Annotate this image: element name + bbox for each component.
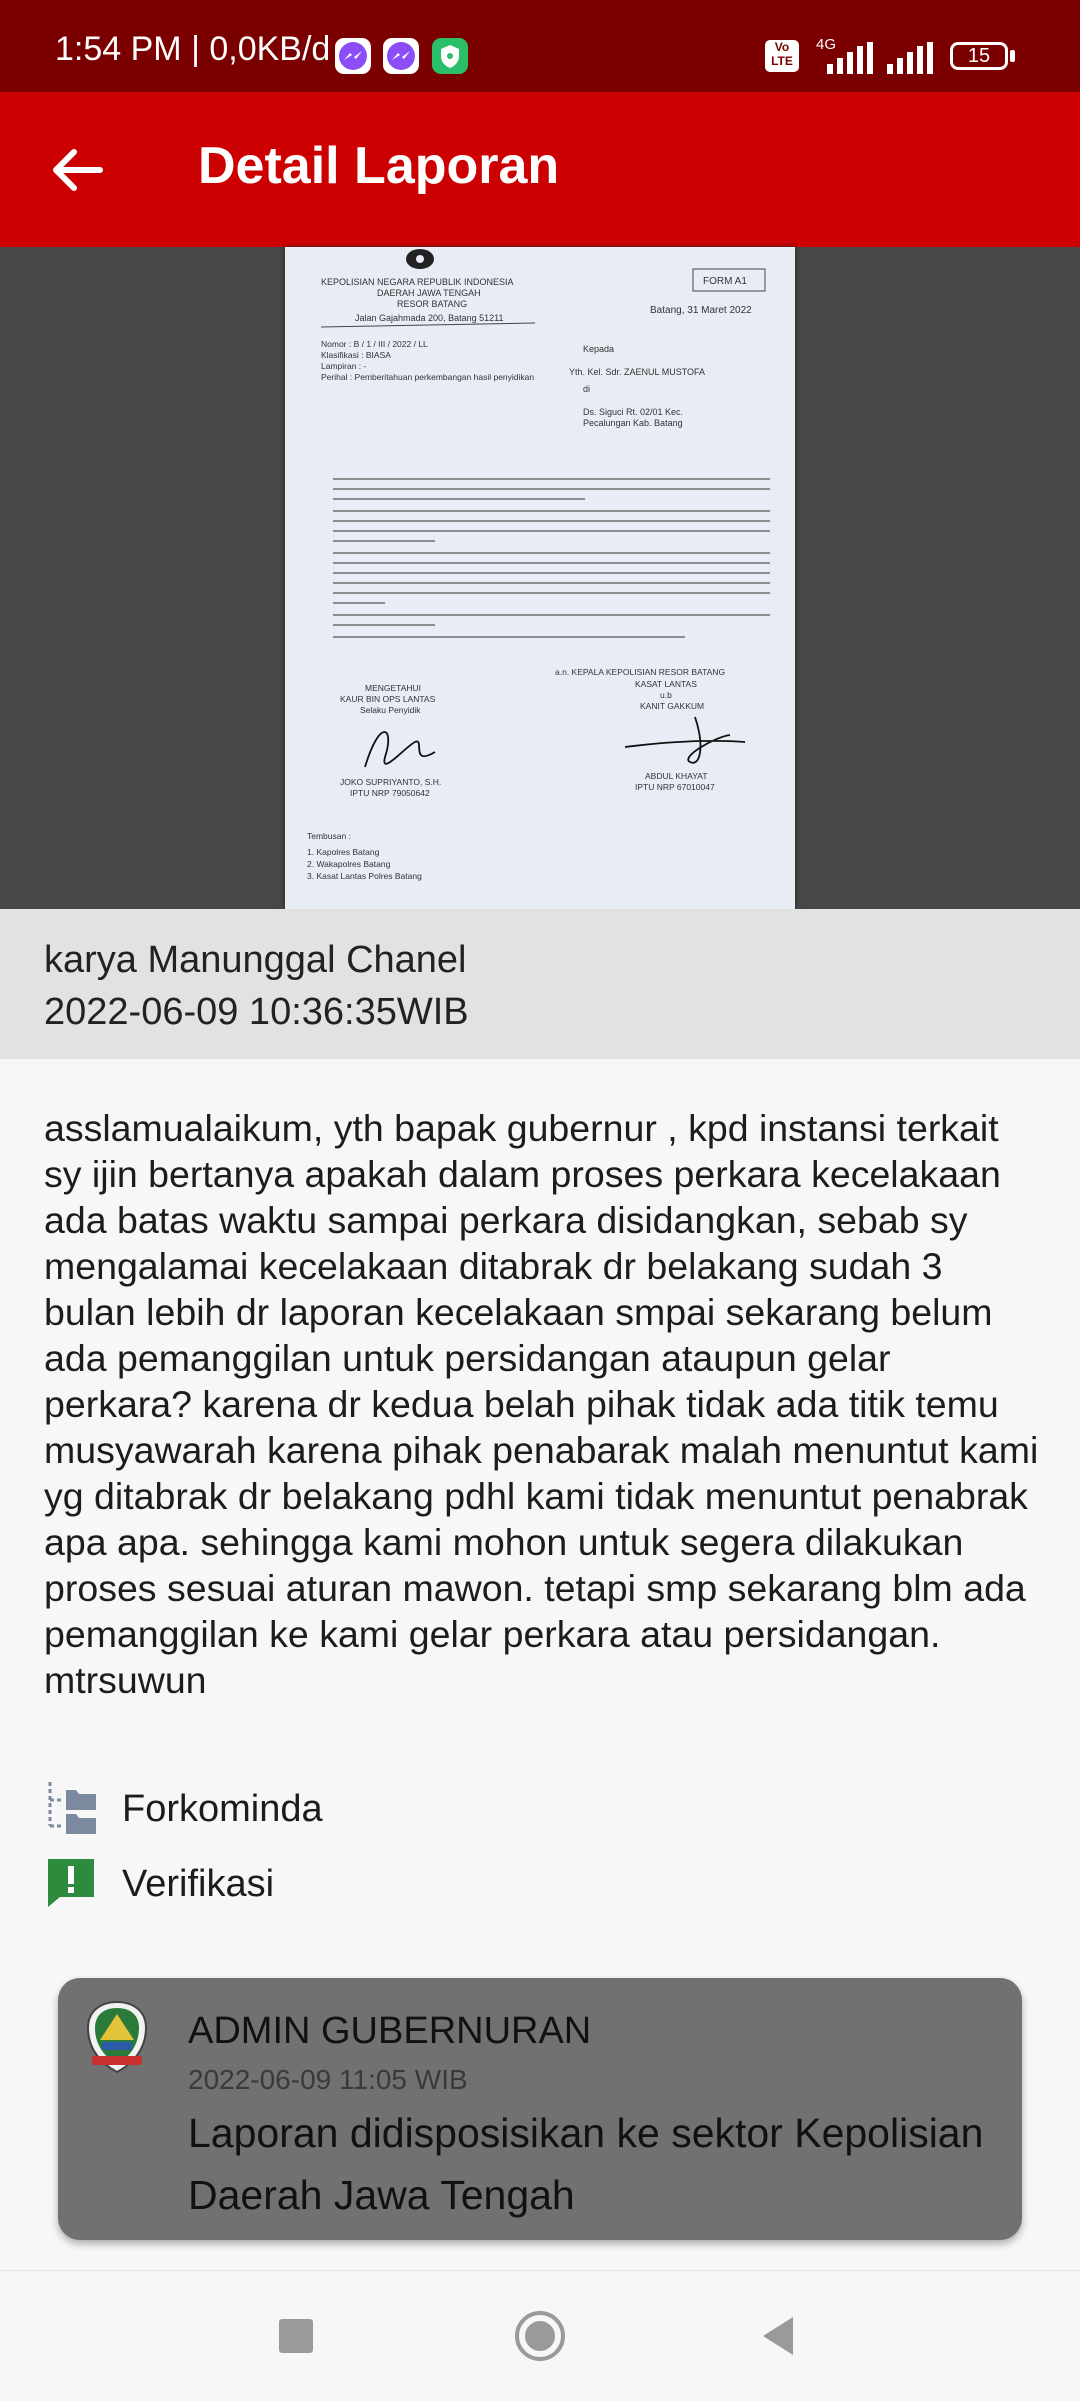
doc-signer-right: ABDUL KHAYAT — [645, 771, 708, 781]
home-circle-icon[interactable] — [505, 2301, 575, 2371]
doc-tembusan: Tembusan : — [307, 831, 351, 841]
signature-right — [625, 717, 745, 763]
doc-field: Nomor : B / 1 / III / 2022 / LL — [321, 339, 428, 349]
doc-header-3: RESOR BATANG — [397, 299, 468, 309]
doc-header-1: KEPOLISIAN NEGARA REPUBLIK INDONESIA — [321, 277, 514, 287]
doc-recipient: di — [583, 384, 591, 394]
back-triangle-icon[interactable] — [745, 2301, 815, 2371]
page-title: Detail Laporan — [198, 137, 560, 195]
recents-square-icon[interactable] — [261, 2301, 331, 2371]
doc-signer-left: IPTU NRP 79050642 — [350, 788, 430, 798]
report-body: asslamualaikum, yth bapak gubernur , kpd instansi terkait sy ijin bertanya apakah dalam proses perkara kecelakaan ada batas waktu sampai perkara disidangkan, sebab sy mengalamai kecelakaan ditabrak dr belakang sudah 3 bulan lebih dr laporan kecelakaan smpai sekarang belum ada pemanggilan untuk persidangan ataupun gelar perkara? karena dr kedua belah pihak tidak ada titik temu musyawarah karena pihak penabarak malah menuntut kami yg ditabrak dr belakang pdhl kami tidak menuntut penabrak apa apa. sehingga kami mohon untuk segera dilakukan proses sesuai aturan mawon. tetapi smp sekarang blm ada pemanggilan ke kami gelar perkara atau persidangan. mtrsuwun — [44, 1107, 1039, 1701]
admin-name: ADMIN GUBERNURAN — [188, 2010, 592, 2052]
feedback-icon — [44, 1855, 98, 1909]
doc-signer-right: a.n. KEPALA KEPOLISIAN RESOR BATANG — [555, 667, 726, 677]
report-status: Verifikasi — [122, 1863, 275, 1905]
app-bar — [0, 92, 1080, 247]
volte-icon: Vo LTE — [765, 40, 799, 72]
doc-signer-right: KASAT LANTAS — [635, 679, 697, 689]
network-label: 4G — [816, 36, 837, 53]
doc-place-date: Batang, 31 Maret 2022 — [650, 305, 752, 316]
doc-signer-right: IPTU NRP 67010047 — [635, 782, 715, 792]
doc-form-label: FORM A1 — [703, 276, 747, 287]
doc-signer-left: KAUR BIN OPS LANTAS — [340, 694, 436, 704]
doc-recipient: Ds. Siguci Rt. 02/01 Kec. — [583, 407, 684, 417]
doc-recipient: Pecalungan Kab. Batang — [583, 418, 683, 428]
police-emblem — [406, 249, 434, 269]
doc-field: Klasifikasi : BIASA — [321, 350, 391, 360]
doc-signer-right: KANIT GAKKUM — [640, 701, 705, 711]
signal-icon — [885, 42, 935, 74]
doc-body-text-lines — [333, 479, 770, 637]
back-arrow-icon[interactable] — [48, 140, 108, 200]
doc-field: Lampiran : - — [321, 361, 367, 371]
doc-header-4: Jalan Gajahmada 200, Batang 51211 — [355, 313, 504, 323]
system-nav-bar — [0, 2270, 1080, 2401]
doc-signer-right: u.b — [660, 690, 672, 700]
report-image-viewer[interactable] — [0, 247, 1080, 909]
folder-tree-icon — [44, 1780, 98, 1834]
doc-field: Perihal : Pemberitahuan perkembangan hasil penyidikan — [321, 372, 535, 382]
doc-recipient: Kepada — [583, 344, 615, 354]
status-bar — [0, 0, 1080, 92]
report-meta — [0, 909, 1080, 1059]
response-datetime: 2022-06-09 11:05 WIB — [188, 2064, 468, 2095]
response-message: Laporan didisposisikan ke sektor Kepolisian Daerah Jawa Tengah — [188, 2110, 984, 2218]
admin-response-card — [58, 1978, 1022, 2240]
doc-signer-left: MENGETAHUI — [365, 683, 422, 693]
doc-tembusan: 1. Kapolres Batang — [307, 847, 380, 857]
signature-left — [365, 732, 435, 767]
doc-signer-left: Selaku Penyidik — [360, 705, 421, 715]
battery-icon — [950, 42, 1008, 70]
report-category: Forkominda — [122, 1788, 323, 1830]
doc-header-2: DAERAH JAWA TENGAH — [377, 288, 481, 298]
messenger-icon — [383, 38, 419, 74]
report-author: karya Manunggal Chanel — [44, 939, 467, 981]
signal-icon — [825, 42, 875, 74]
report-document-image — [285, 247, 795, 909]
doc-recipient: Yth. Kel. Sdr. ZAENUL MUSTOFA — [569, 367, 706, 377]
battery-tip — [1010, 50, 1015, 62]
doc-tembusan: 3. Kasat Lantas Polres Batang — [307, 871, 422, 881]
battery-level: 15 — [967, 45, 991, 67]
jawa-tengah-emblem-icon — [84, 2000, 150, 2074]
messenger-icon — [335, 38, 371, 74]
doc-signer-left: JOKO SUPRIYANTO, S.H. — [340, 777, 442, 787]
report-datetime: 2022-06-09 10:36:35WIB — [44, 991, 469, 1033]
status-time: 1:54 PM | 0,0KB/d — [55, 30, 331, 68]
doc-tembusan: 2. Wakapolres Batang — [307, 859, 391, 869]
shield-icon — [432, 38, 468, 74]
